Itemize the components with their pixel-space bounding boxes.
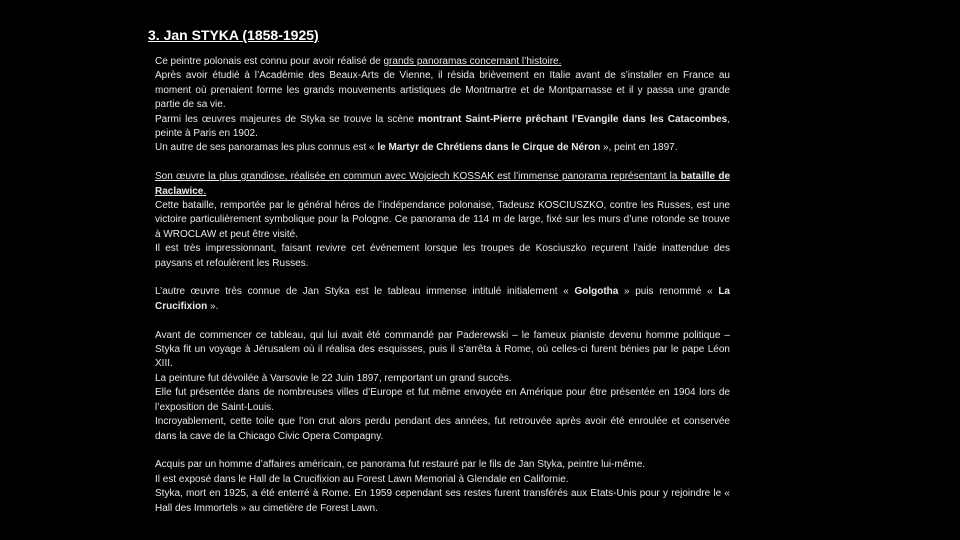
text-golgotha-bold: Golgotha bbox=[574, 286, 619, 298]
line-exposed: Il est exposé dans le Hall de la Crucifixion au Forest Lawn Memorial à Glendale en Californie. bbox=[155, 473, 569, 485]
line-studies: Après avoir étudié à l’Académie des Beaux-Arts de Vienne, il résida brièvement en Italie avant de s’installer en France au moment où prenaient forme les grands mouvements artistiques de Montmartre et de Montparnasse et il y passa une grande partie de sa vie. bbox=[155, 70, 730, 111]
text-golgotha-pre: L’autre œuvre très connue de Jan Styka est le tableau immense intitulé initialement « bbox=[155, 286, 575, 298]
text-crucifixion-bold: La Crucifixion bbox=[155, 286, 730, 312]
line-martyr bbox=[155, 141, 730, 155]
text-martyr-bold: le Martyr de Chrétiens dans le Cirque de Néron bbox=[377, 142, 601, 154]
line-golgotha bbox=[155, 285, 730, 314]
text-martyr-pre: Un autre de ses panoramas les plus connus est « bbox=[155, 142, 378, 154]
line-buried: Styka, mort en 1925, a été enterré à Rome. En 1959 cependant ses restes furent transférés aux Etats-Unis pour y rejoindre le « Hall des Immortels » au cimetière de Forest Lawn. bbox=[155, 488, 730, 514]
text-martyr-post: », peint en 1897. bbox=[600, 142, 678, 154]
slide-body bbox=[155, 55, 730, 516]
paragraph-raclawice bbox=[155, 170, 730, 271]
text-major-works: Parmi les œuvres majeures de Styka se trouve la scène bbox=[155, 113, 419, 125]
line-lost: Incroyablement, cette toile que l’on crut alors perdu pendant des années, fut retrouvée après avoir été enroulée et conservée dans la cave de la Chicago Civic Opera Compagny. bbox=[155, 416, 730, 442]
text-raclawice-end: . bbox=[203, 185, 207, 197]
text-saint-pierre-bold: montrant Saint-Pierre prêchant l’Evangile dans les Catacombes bbox=[418, 113, 728, 125]
slide-title: 3. Jan STYKA (1858-1925) bbox=[148, 27, 319, 43]
text-grandiose-underlined: Son œuvre la plus grandiose, réalisée en commun avec Wojciech KOSSAK est l’immense panorama représentant la bbox=[155, 171, 681, 183]
text-golgotha-mid: » puis renommé « bbox=[618, 286, 719, 298]
line-intro bbox=[155, 55, 730, 69]
paragraph-forest-lawn bbox=[155, 458, 730, 516]
line-major-works bbox=[155, 113, 730, 142]
line-acquired: Acquis par un homme d’affaires américain, ce panorama fut restauré par le fils de Jan Styka, peintre lui-même. bbox=[155, 459, 646, 471]
line-battle: Cette bataille, remportée par le général héros de l’indépendance polonaise, Tadeusz KOSCIUSZKO, contre les Russes, est une victoire particulièrement symbolique pour la Pologne. Ce panorama de 114 m de large, fixé sur les murs d’une rotonde se trouve à WROCLAW et peut être visité. bbox=[155, 200, 730, 240]
line-exhibited: Elle fut présentée dans de nombreuses villes d’Europe et fut même envoyée en Amérique pour être présentée en 1904 lors de l’exposition de Saint-Louis. bbox=[155, 387, 730, 413]
text-major-works-end: , peinte à Paris en 1902. bbox=[155, 113, 730, 140]
text-raclawice-bold: bataille de Raclawice bbox=[155, 171, 730, 197]
line-unveiled: La peinture fut dévoilée à Varsovie le 22 Juin 1897, remportant un grand succès. bbox=[155, 372, 512, 384]
line-impressive: Il est très impressionnant, faisant revivre cet événement lorsque les troupes de Kosciuszko reçurent l’aide inattendue des paysans et refoulèrent les Russes. bbox=[155, 243, 730, 269]
paragraph-intro bbox=[155, 55, 730, 156]
text-golgotha-post: ». bbox=[207, 300, 219, 312]
line-paderewski: Avant de commencer ce tableau, qui lui avait été commandé par Paderewski – le fameux pianiste devenu homme politique – Styka fit un voyage à Jérusalem où il réalisa des esquisses, puis il s’arrêta à Rome, où celles-ci furent bénies par le pape Léon XIII. bbox=[155, 329, 730, 370]
text-intro: Ce peintre polonais est connu pour avoir réalisé de bbox=[155, 56, 384, 67]
paragraph-history bbox=[155, 329, 730, 444]
paragraph-golgotha bbox=[155, 285, 730, 314]
line-grandiose bbox=[155, 170, 730, 199]
text-panoramas-underlined: grands panoramas concernant l’histoire. bbox=[383, 56, 562, 67]
